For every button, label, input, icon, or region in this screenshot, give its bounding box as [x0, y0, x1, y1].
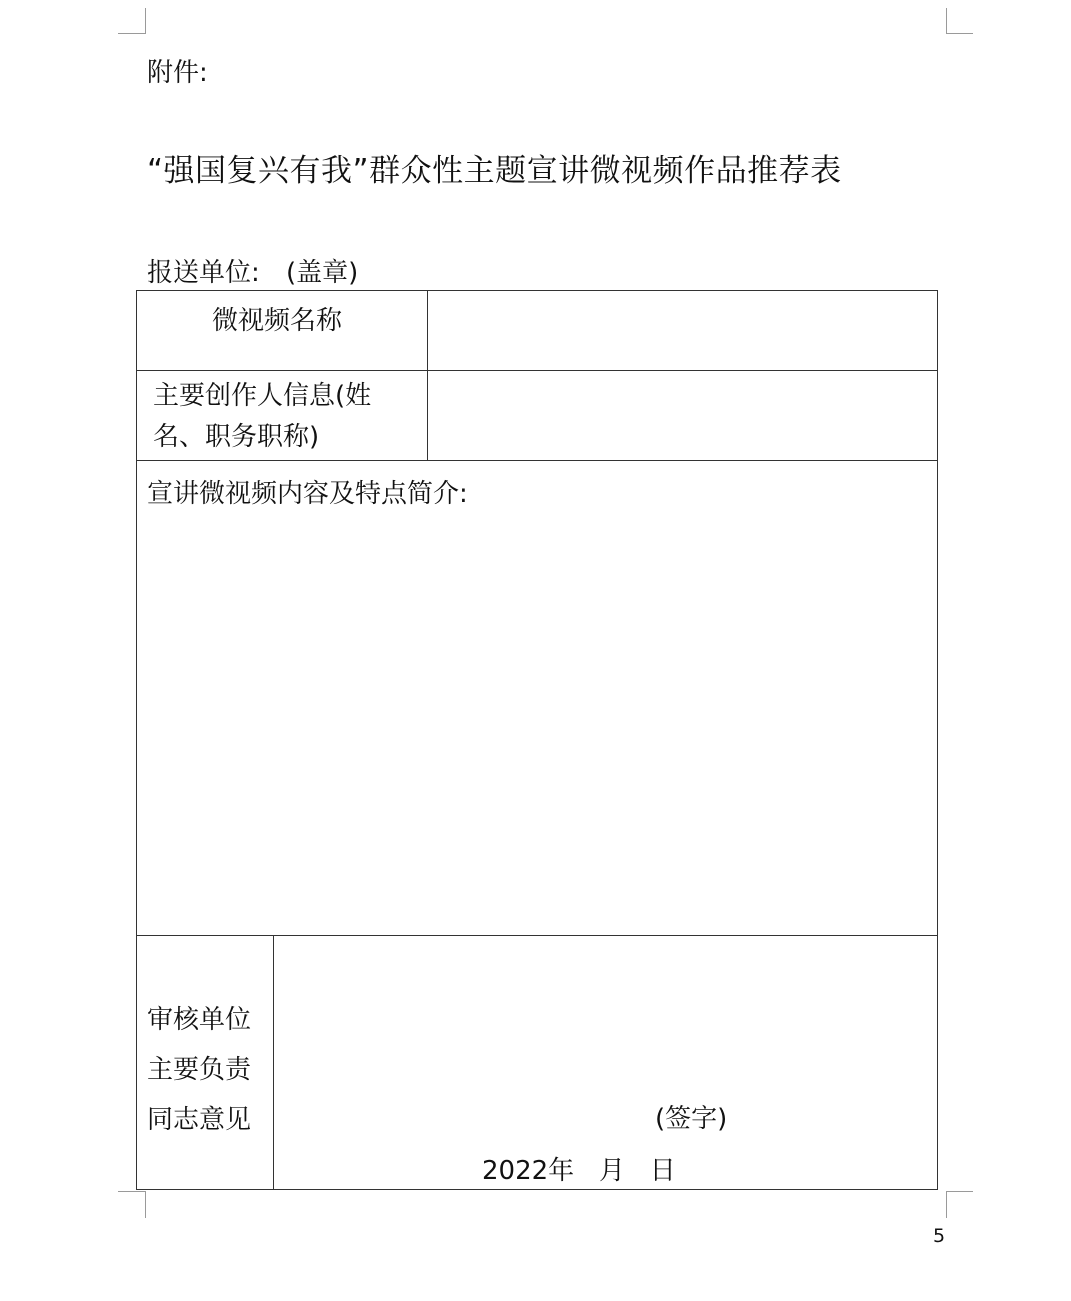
review-label-line1: 审核单位	[147, 1005, 252, 1035]
table-border-right	[937, 290, 938, 1190]
crop-mark-bottom-right-h	[946, 1191, 973, 1192]
video-name-field[interactable]	[440, 300, 920, 343]
crop-mark-top-left-h	[118, 33, 145, 34]
crop-mark-top-right-v	[946, 8, 947, 34]
crop-mark-top-left-v	[145, 8, 146, 34]
creator-info-label-line1: 主要创作人信息(姓	[153, 381, 372, 411]
intro-label: 宣讲微视频内容及特点简介:	[147, 479, 468, 509]
table-col-divider-bottom	[273, 935, 274, 1190]
seal-label: (盖章)	[286, 258, 359, 288]
creator-info-field[interactable]	[440, 392, 920, 435]
crop-mark-bottom-left-v	[145, 1191, 146, 1218]
table-col-divider-top	[427, 290, 428, 461]
review-label-line3: 同志意见	[147, 1105, 252, 1135]
table-row-divider-3	[136, 935, 938, 936]
crop-mark-bottom-left-h	[118, 1191, 145, 1192]
page-title: “强国复兴有我”群众性主题宣讲微视频作品推荐表	[147, 153, 842, 189]
submitter-label: 报送单位:	[147, 258, 260, 288]
attachment-label: 附件:	[147, 58, 208, 88]
table-border-top	[136, 290, 938, 291]
intro-field[interactable]	[147, 520, 917, 920]
page-number: 5	[933, 1225, 946, 1247]
date-text: 2022年 月 日	[482, 1156, 676, 1186]
review-label-line2: 主要负责	[147, 1055, 252, 1085]
submitter-line	[147, 252, 358, 289]
table-border-left	[136, 290, 137, 1190]
table-row-divider-1	[136, 370, 938, 371]
table-row-divider-2	[136, 460, 938, 461]
creator-info-label-line2: 名、职务职称)	[153, 422, 320, 452]
video-name-label: 微视频名称	[212, 306, 343, 336]
signature-label: (签字)	[655, 1104, 728, 1134]
crop-mark-bottom-right-v	[946, 1191, 947, 1218]
crop-mark-top-right-h	[946, 33, 973, 34]
